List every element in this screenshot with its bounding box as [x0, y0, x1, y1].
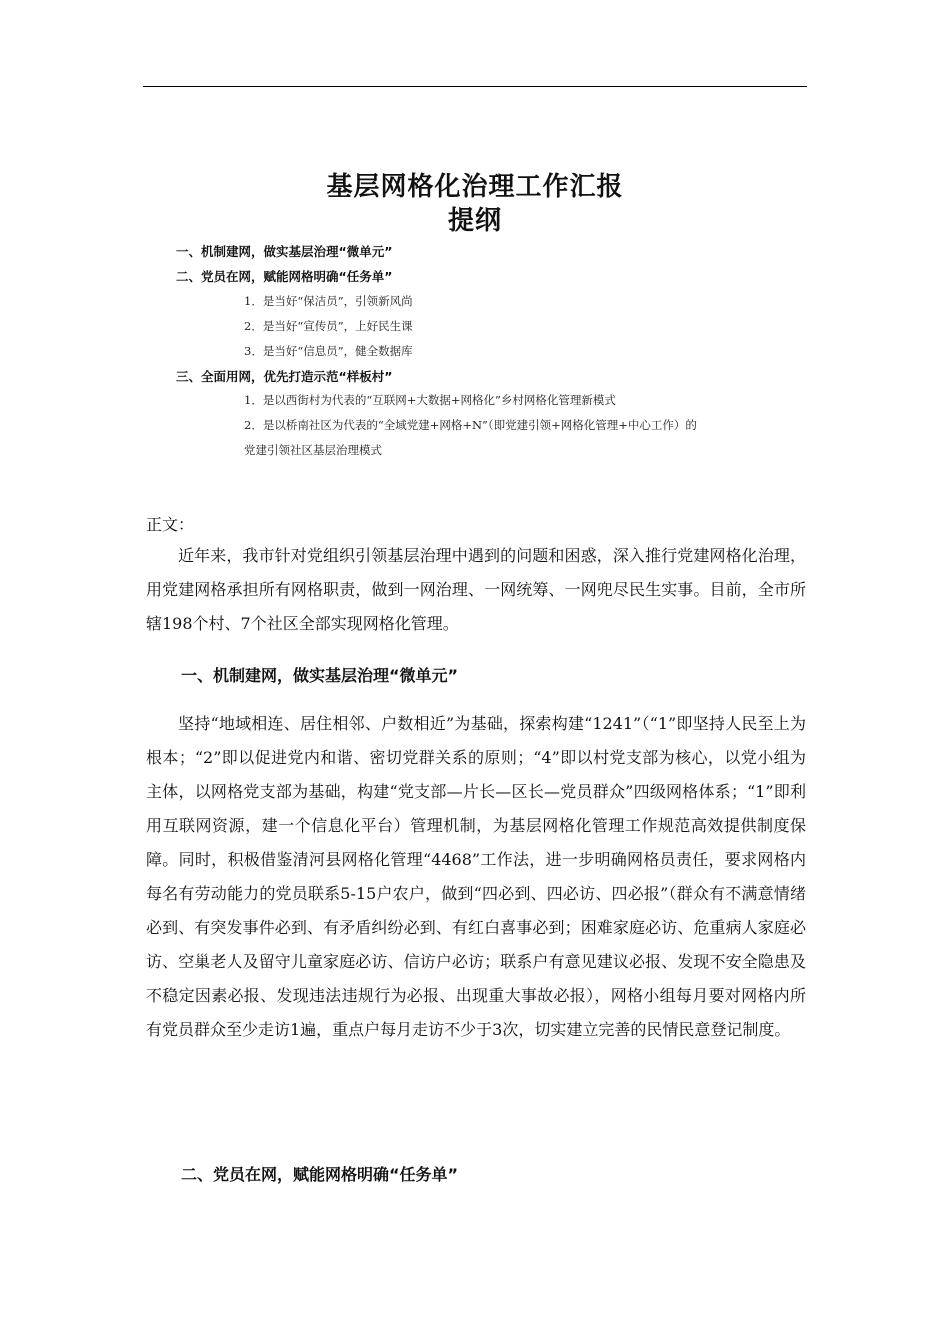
document-title: 基层网格化治理工作汇报: [326, 172, 624, 202]
outline-heading-3: 三、全面用网，优先打造示范“样板村”: [176, 369, 393, 384]
outline-item-3-1: 1．是以西街村为代表的“互联网+大数据+网格化”乡村网格化管理新模式: [244, 393, 616, 407]
outline-item-2-2: 2．是当好“宣传员”，上好民生课: [244, 319, 413, 333]
outline-heading-2: 二、党员在网，赋能网格明确“任务单”: [176, 269, 393, 284]
section1-paragraph: 坚持“地域相连、居住相邻、户数相近”为基础，探索构建“1241”（“1”即坚持人民至上为根本；“2”即以促进党内和谐、密切党群关系的原则；“4”即以村党支部为核心，以党小组为主体，以网格党支部为基础，构建“党支部—片长—区长—党员群众”四级网格体系；“1”即利用互联网资源，建一个信息化平台）管理机制，为基层网格化管理工作规范高效提供制度保障。同时，积极借鉴清河县网格化管理“4468”工作法，进一步明确网格员责任，要求网格内每名有劳动能力的党员联系5-15户农户，做到“四必到、四必访、四必报”（群众有不满意情绪必到、有突发事件必到、有矛盾纠纷必到、有红白喜事必到；困难家庭必访、危重病人家庭必访、空巢老人及留守儿童家庭必访、信访户必访；联系户有意见建议必报、发现不安全隐患及不稳定因素必报、发现违法违规行为必报、出现重大事故必报），网格小组每月要对网格内所有党员群众至少走访1遍，重点户每月走访不少于3次，切实建立完善的民情民意登记制度。: [146, 714, 806, 1039]
header-rule: [143, 86, 807, 87]
section-heading-1: 一、机制建网，做实基层治理“微单元”: [181, 666, 459, 685]
outline-item-3-2: 2．是以桥南社区为代表的“全域党建+网格+N”（即党建引领+网格化管理+中心工作）的: [244, 418, 697, 432]
outline-item-3-2-cont: 党建引领社区基层治理模式: [244, 443, 382, 457]
document-subtitle: 提纲: [447, 206, 502, 236]
outline-item-2-1: 1．是当好“保洁员”，引领新风尚: [244, 294, 413, 308]
body-label: 正文：: [146, 515, 195, 534]
intro-paragraph: 近年来，我市针对党组织引领基层治理中遇到的问题和困惑，深入推行党建网格化治理，用党建网格承担所有网格职责，做到一网治理、一网统筹、一网兜尽民生实事。目前，全市所辖198个村、7个社区全部实现网格化管理。: [146, 546, 806, 633]
outline-heading-1: 一、机制建网，做实基层治理“微单元”: [176, 244, 393, 259]
outline-item-2-3: 3．是当好“信息员”，健全数据库: [244, 344, 413, 358]
section-heading-2: 二、党员在网，赋能网格明确“任务单”: [181, 1165, 459, 1184]
